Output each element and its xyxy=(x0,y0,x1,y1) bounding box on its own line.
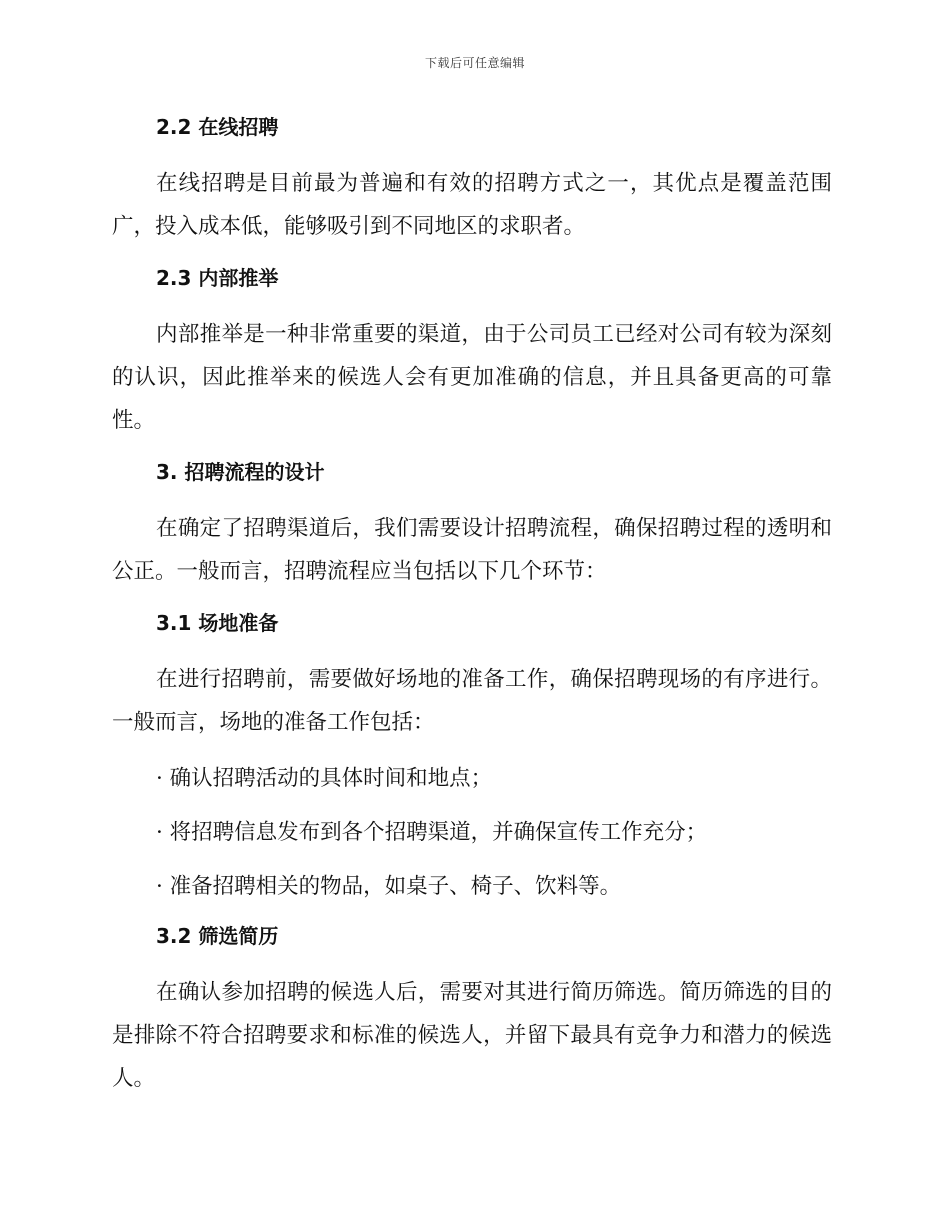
page-header: 下载后可任意编辑 xyxy=(424,56,525,70)
section-paragraph-3-2: 在确认参加招聘的候选人后，需要对其进行简历筛选。简历筛选的目的是排除不符合招聘要求和标准的候选人，并留下最具有竞争力和潜力的候选人。 xyxy=(112,980,832,1091)
section-paragraph-2-2: 在线招聘是目前最为普遍和有效的招聘方式之一，其优点是覆盖范围广，投入成本低，能够吸引到不同地区的求职者。 xyxy=(112,171,832,239)
section-heading-2-2: 2.2 在线招聘 xyxy=(156,115,279,139)
bullet-item: · 准备招聘相关的物品，如桌子、椅子、饮料等。 xyxy=(156,874,622,899)
section-heading-3: 3. 招聘流程的设计 xyxy=(156,460,325,484)
section-heading-2-3: 2.3 内部推举 xyxy=(156,266,279,290)
section-paragraph-3-1: 在进行招聘前，需要做好场地的准备工作，确保招聘现场的有序进行。一般而言，场地的准备工作包括： xyxy=(112,667,832,735)
section-heading-3-2: 3.2 筛选简历 xyxy=(156,924,279,948)
document-body xyxy=(112,110,832,1113)
bullet-item: · 确认招聘活动的具体时间和地点； xyxy=(156,766,493,791)
section-paragraph-2-3: 内部推举是一种非常重要的渠道，由于公司员工已经对公司有较为深刻的认识，因此推举来的候选人会有更加准确的信息，并且具备更高的可靠性。 xyxy=(112,322,832,433)
bullet-item: · 将招聘信息发布到各个招聘渠道，并确保宣传工作充分； xyxy=(156,820,708,845)
section-paragraph-3: 在确定了招聘渠道后，我们需要设计招聘流程，确保招聘过程的透明和公正。一般而言，招聘流程应当包括以下几个环节： xyxy=(112,516,832,584)
section-heading-3-1: 3.1 场地准备 xyxy=(156,611,279,635)
